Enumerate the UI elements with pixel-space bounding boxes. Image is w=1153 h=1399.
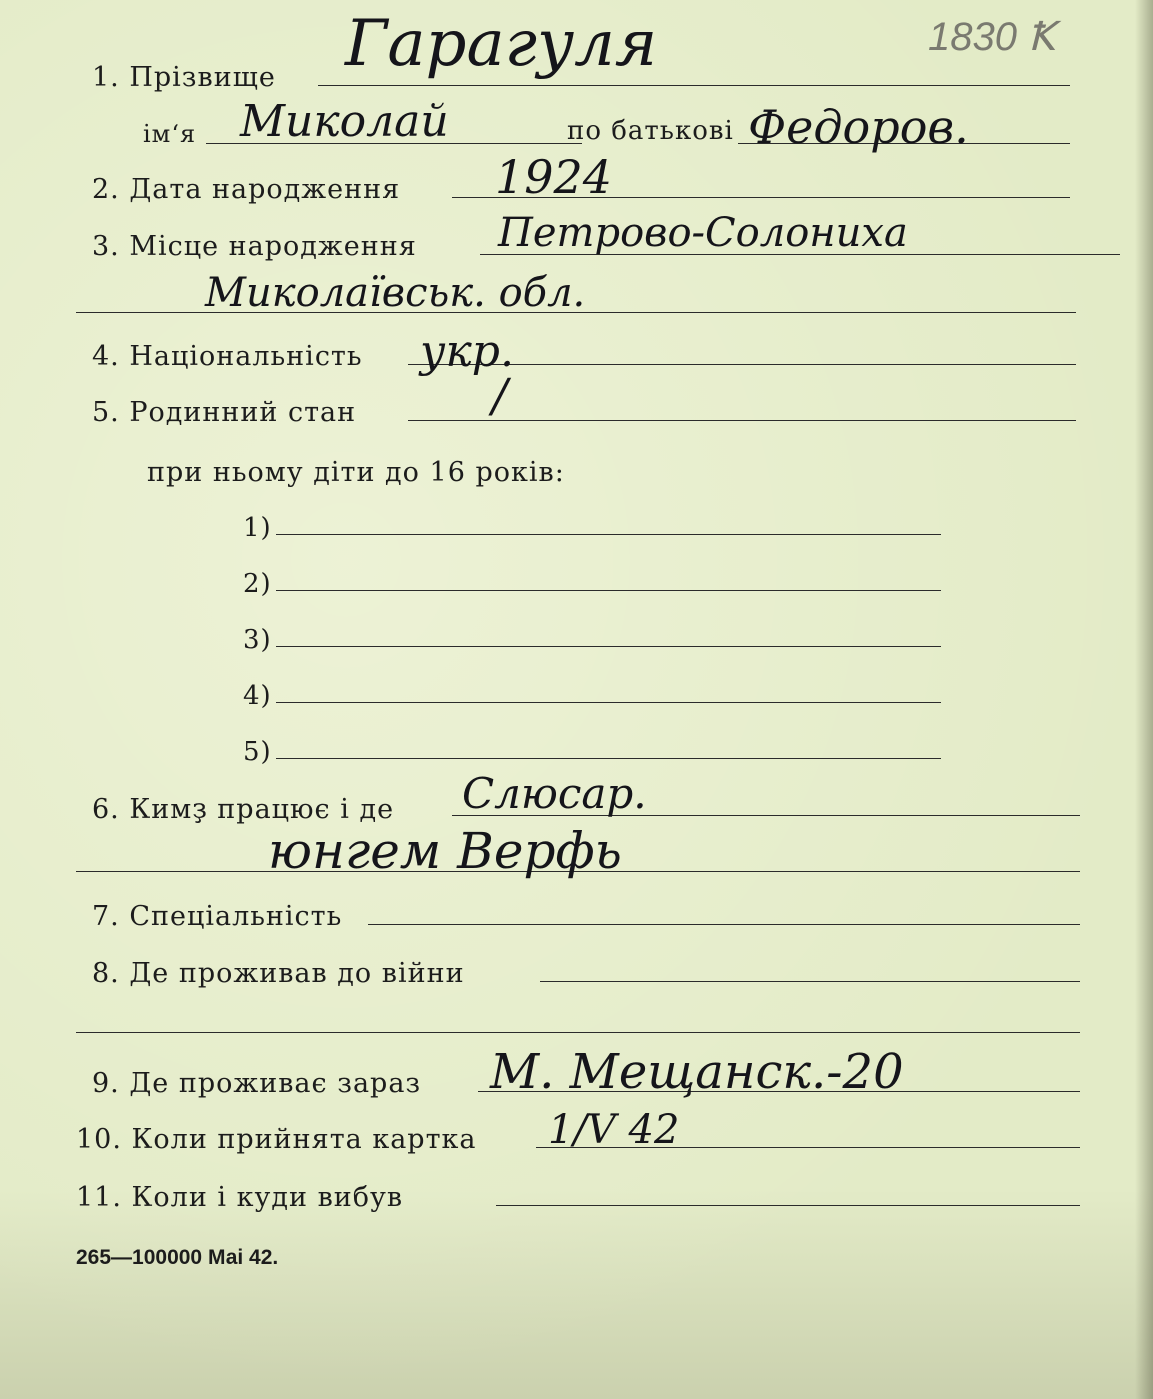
child-number: 5) bbox=[243, 737, 272, 767]
prewar-residence-line-2 bbox=[76, 1032, 1080, 1033]
occupation-value: Слюсар. bbox=[462, 769, 647, 818]
speciality-label: 7. Спеціальність bbox=[92, 901, 343, 932]
card-edge-shadow bbox=[1135, 0, 1153, 1399]
birthplace-value: Петрово-Солониха bbox=[498, 210, 908, 256]
prewar-residence-label: 8. Де проживав до війни bbox=[92, 958, 465, 989]
marital-value: / bbox=[492, 368, 508, 422]
birthdate-label: 2. Дата народження bbox=[92, 174, 401, 205]
marital-line bbox=[408, 420, 1076, 421]
birthplace-label: 3. Місце народження bbox=[92, 231, 417, 262]
nationality-label: 4. Національність bbox=[92, 341, 363, 372]
child-line bbox=[276, 590, 941, 591]
child-number: 2) bbox=[243, 569, 272, 599]
child-number: 3) bbox=[243, 625, 272, 655]
occupation-value-2: юнгем Верфь bbox=[268, 822, 622, 880]
speciality-line bbox=[368, 924, 1080, 925]
patronymic-label: по батькові bbox=[567, 116, 734, 146]
child-number: 4) bbox=[243, 681, 272, 711]
marital-label: 5. Родинний стан bbox=[92, 397, 357, 428]
children-label: при ньому діти до 16 років: bbox=[147, 457, 565, 488]
child-line bbox=[276, 702, 941, 703]
surname-label: 1. Прізвище bbox=[92, 62, 276, 93]
card-accepted-value: 1/V 42 bbox=[548, 1107, 680, 1153]
occupation-label: 6. Кимҙ працює і де bbox=[92, 794, 395, 825]
child-line bbox=[276, 534, 941, 535]
surname-line bbox=[318, 85, 1070, 86]
birthplace-value-2: Миколаївськ. обл. bbox=[205, 270, 586, 316]
patronymic-value: Федоров. bbox=[748, 100, 969, 154]
nationality-value: укр. bbox=[420, 326, 514, 377]
child-line bbox=[276, 646, 941, 647]
current-residence-label: 9. Де проживає зараз bbox=[92, 1068, 422, 1099]
card-accepted-label: 10. Коли прийнята картка bbox=[76, 1124, 477, 1155]
name-label: ім‘я bbox=[143, 120, 197, 148]
surname-value: Гарагуля bbox=[345, 7, 658, 81]
archive-number: 1830 Ꝁ bbox=[928, 15, 1055, 59]
birthdate-value: 1924 bbox=[495, 150, 613, 204]
current-residence-value: М. Мещанск.-20 bbox=[490, 1044, 904, 1100]
name-value: Миколай bbox=[240, 96, 449, 147]
departure-label: 11. Коли і куди вибув bbox=[76, 1182, 404, 1213]
child-number: 1) bbox=[243, 513, 272, 543]
prewar-residence-line bbox=[540, 981, 1080, 982]
print-run-footer: 265—100000 Маі 42. bbox=[76, 1246, 279, 1269]
departure-line bbox=[496, 1205, 1080, 1206]
child-line bbox=[276, 758, 941, 759]
